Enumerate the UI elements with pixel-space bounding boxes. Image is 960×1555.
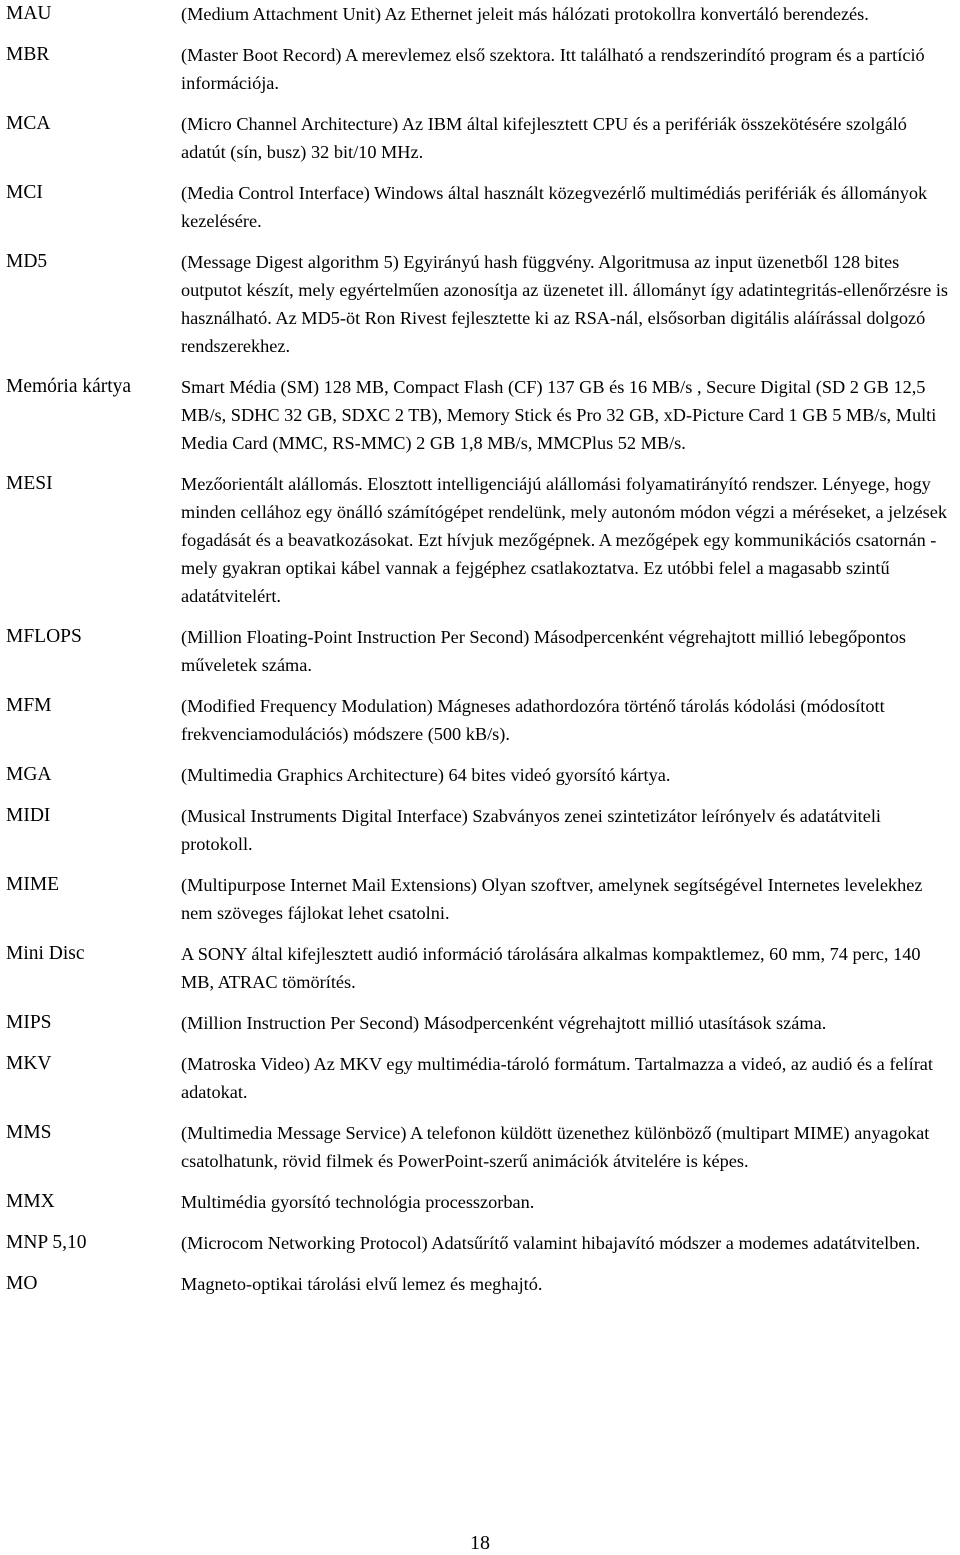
glossary-entry [6, 179, 956, 235]
glossary-term: MNP 5,10 [6, 1232, 87, 1253]
page-number: 18 [470, 1532, 490, 1554]
glossary-definition: (Million Instruction Per Second) Másodpercenként végrehajtott millió utasítások száma. [181, 1013, 827, 1033]
glossary-definition: (Million Floating-Point Instruction Per Second) Másodpercenként végrehajtott millió lebegőpontos műveletek száma. [181, 627, 907, 675]
glossary-definition: (Micro Channel Architecture) Az IBM által kifejlesztett CPU és a perifériák összekötésére szolgáló adatút (sín, busz) 32 bit/10 MHz. [181, 114, 907, 162]
glossary-entry [6, 940, 956, 996]
glossary-term: MFM [6, 695, 52, 716]
glossary-entry [6, 248, 956, 360]
glossary-definition: (Message Digest algorithm 5) Egyirányú hash függvény. Algoritmusa az input üzenetből 128 bites outputot készít, mely egyértelműen azonosítja az üzenetet ill. állományt így adatintegritás-ellenőrzésre is használható. Az MD5-öt Ron Rivest fejlesztette ki az RSA-nál, elsősorban digitális aláírással dolgozó rendszerekhez. [181, 252, 949, 356]
glossary-definition: (Master Boot Record) A merevlemez első szektora. Itt található a rendszerindító program és a partíció információja. [181, 45, 925, 93]
glossary-entry [6, 623, 956, 679]
glossary-term: MESI [6, 473, 53, 494]
glossary-definition: Smart Média (SM) 128 MB, Compact Flash (CF) 137 GB és 16 MB/s , Secure Digital (SD 2 GB 12,5 MB/s, SDHC 32 GB, SDXC 2 TB), Memory Stick és Pro 32 GB, xD-Picture Card 1 GB 5 MB/s, Multi Media Card (MMC, RS-MMC) 2 GB 1,8 MB/s, MMCPlus 52 MB/s. [181, 377, 937, 453]
glossary-entry [6, 373, 956, 457]
glossary-entry [6, 1188, 956, 1216]
glossary-definition: (Matroska Video) Az MKV egy multimédia-tároló formátum. Tartalmazza a videó, az audió és a felírat adatokat. [181, 1054, 933, 1102]
glossary-entry [6, 802, 956, 858]
glossary-term: MKV [6, 1053, 52, 1074]
glossary-definition: (Multipurpose Internet Mail Extensions) Olyan szoftver, amelynek segítségével Internetes levelekhez nem szöveges fájlokat lehet csatolni. [181, 875, 923, 923]
glossary-entry [6, 0, 956, 28]
glossary-term: MO [6, 1273, 38, 1294]
glossary-definition: (Multimedia Message Service) A telefonon küldött üzenethez különböző (multipart MIME) anyagokat csatolhatunk, rövid filmek és PowerPoint-szerű animációk átvitelére is képes. [181, 1123, 930, 1171]
glossary-definition: Mezőorientált alállomás. Elosztott intelligenciájú alállomási folyamatirányító rendszer. Lényege, hogy minden cellához egy önálló számítógépet rendelünk, mely autonóm módon végzi a méréseket, a jelzések fogadását és a beavatkozásokat. Ezt hívjuk mezőgépnek. A mezőgépek egy kommunikációs csatornán - mely gyakran optikai kábel vannak a fejgéphez csatlakoztatva. Ez utóbbi felel a magasabb szintű adatátvitelért. [181, 474, 948, 606]
glossary-term: MMX [6, 1191, 55, 1212]
glossary-definition: (Musical Instruments Digital Interface) Szabványos zenei szintetizátor leírónyelv és adatátviteli protokoll. [181, 806, 882, 854]
glossary-term: MIDI [6, 805, 51, 826]
glossary-definition: (Modified Frequency Modulation) Mágneses adathordozóra történő tárolás kódolási (módosított frekvenciamodulációs) módszere (500 kB/s). [181, 696, 885, 744]
glossary-definition: (Microcom Networking Protocol) Adatsűrítő valamint hibajavító módszer a modemes adatátvitelben. [181, 1233, 921, 1253]
glossary-definition: Multimédia gyorsító technológia processzorban. [181, 1192, 535, 1212]
glossary-term: MGA [6, 764, 52, 785]
glossary-term: MMS [6, 1122, 52, 1143]
glossary-entry [6, 110, 956, 166]
glossary-term: Mini Disc [6, 943, 85, 964]
glossary-definition: (Medium Attachment Unit) Az Ethernet jeleit más hálózati protokollra konvertáló berendezés. [181, 4, 869, 24]
glossary-term: MFLOPS [6, 626, 82, 647]
glossary-term: MIPS [6, 1012, 52, 1033]
glossary-term: Memória kártya [6, 376, 132, 397]
glossary-term: MBR [6, 44, 50, 65]
glossary-entry [6, 1270, 956, 1298]
glossary-term: MCI [6, 182, 43, 203]
glossary-definition: (Media Control Interface) Windows által használt közegvezérlő multimédiás perifériák és állományok kezelésére. [181, 183, 928, 231]
glossary-entry [6, 41, 956, 97]
glossary-entry [6, 692, 956, 748]
glossary [6, 0, 956, 1311]
glossary-entry [6, 1009, 956, 1037]
glossary-definition: (Multimedia Graphics Architecture) 64 bites videó gyorsító kártya. [181, 765, 671, 785]
glossary-term: MAU [6, 3, 52, 24]
glossary-entry [6, 1229, 956, 1257]
glossary-term: MIME [6, 874, 60, 895]
glossary-entry [6, 761, 956, 789]
glossary-entry [6, 1050, 956, 1106]
glossary-entry [6, 1119, 956, 1175]
glossary-term: MD5 [6, 251, 48, 272]
glossary-definition: A SONY által kifejlesztett audió információ tárolására alkalmas kompaktlemez, 60 mm, 74 perc, 140 MB, ATRAC tömörítés. [181, 944, 921, 992]
glossary-term: MCA [6, 113, 51, 134]
glossary-entry [6, 871, 956, 927]
glossary-definition: Magneto-optikai tárolási elvű lemez és meghajtó. [181, 1274, 543, 1294]
glossary-entry [6, 470, 956, 610]
